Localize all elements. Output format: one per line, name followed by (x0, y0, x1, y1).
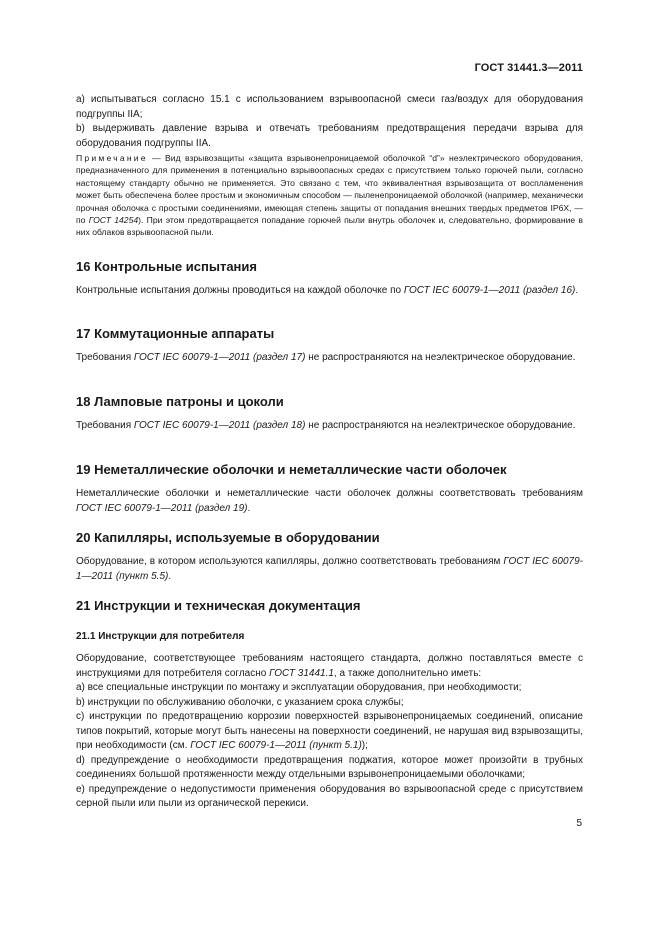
document-number: ГОСТ 31441.3—2011 (474, 62, 583, 74)
intro-items (76, 93, 583, 151)
section-18-title: 18 Ламповые патроны и цоколи (76, 394, 284, 409)
section-18-text: Требования ГОСТ IEC 60079-1—2011 (раздел 18) не распространяются на неэлектрическое оборудование. (76, 420, 576, 431)
section-16-title: 16 Контрольные испытания (76, 259, 257, 274)
list-item-c: с) инструкции по предотвращению коррозии поверхностей взрывонепроницаемых соединений, описание типов покрытий, которые могут быть нанесены на поверхности соединений, не нарушая вид взрывозащиты, при необходимости (см. ГОСТ IEC 60079-1—2011 (пункт 5.1)); (76, 711, 583, 751)
list-item-b: b) выдерживать давление взрыва и отвечать требованиям предотвращения передачи взрыва для оборудования подгруппы IIA. (76, 123, 583, 149)
section-21-text (76, 652, 583, 812)
note-label: Примечание (76, 153, 148, 163)
section-20-text: Оборудование, в котором используются капилляры, должно соответствовать требованиям ГОСТ IEC 60079-1—2011 (пункт 5.5). (76, 556, 583, 582)
list-item-a: а) испытываться согласно 15.1 с использованием взрывоопасной смеси газ/воздух для оборудования подгруппы IIA; (76, 94, 583, 120)
list-item-b: b) инструкции по обслуживанию оболочки, с указанием срока службы; (76, 696, 404, 708)
list-item-d: d) предупреждение о необходимости предотвращения поджатия, которое может произойти в трубных соединениях большой протяженности между отдельными взрывонепроницаемыми оболочками; (76, 754, 583, 780)
section-21-title: 21 Инструкции и техническая документация (76, 598, 361, 613)
section-21-lead: Оборудование, соответствующее требованиям настоящего стандарта, должно поставляться вместе с инструкциями для потребителя согласно ГОСТ 31441.1, а также дополнительно иметь: (76, 653, 583, 679)
note: Примечание — Вид взрывозащиты «защита взрывонепроницаемой оболочкой “d”» неэлектрического оборудования, предназначенного для применения в потенциально взрывоопасных средах с присутствием только горючей пыли, согласно настоящему стандарту обычно не применяется. Это связано с тем, что эквивалентная взрывозащита от воспламенения может быть обеспечена более простым и экономичным способом — пыленепроницаемой оболочкой (например, механически прочная оболочка с простыми соединениями, имеющая степень защиты от попадания внешних твердых предметов IP6X, — по ГОСТ 14254). При этом предотвращается попадание горючей пыли внутрь оболочек и, следовательно, формирование в них облаков взрывоопасной пыли. (76, 153, 583, 238)
section-19-text: Неметаллические оболочки и неметаллические части оболочек должны соответствовать требованиям ГОСТ IEC 60079-1—2011 (раздел 19). (76, 488, 583, 514)
section-17-text: Требования ГОСТ IEC 60079-1—2011 (раздел 17) не распространяются на неэлектрическое оборудование. (76, 352, 576, 363)
page-number: 5 (576, 818, 582, 829)
section-16-text: Контрольные испытания должны проводиться на каждой оболочке по ГОСТ IEC 60079-1—2011 (раздел 16). (76, 285, 579, 296)
list-item-e: е) предупреждение о недопустимости применения оборудования во взрывоопасной среде с присутствием серной пыли или пыли из органической перекиси. (76, 783, 583, 809)
section-20-title: 20 Капилляры, используемые в оборудовании (76, 530, 380, 545)
list-item-a: а) все специальные инструкции по монтажу и эксплуатации оборудования, при необходимости; (76, 682, 522, 693)
subsection-21-1-title: 21.1 Инструкции для потребителя (76, 631, 245, 642)
section-19-title: 19 Неметаллические оболочки и неметаллические части оболочек (76, 462, 507, 477)
section-17-title: 17 Коммутационные аппараты (76, 326, 275, 341)
